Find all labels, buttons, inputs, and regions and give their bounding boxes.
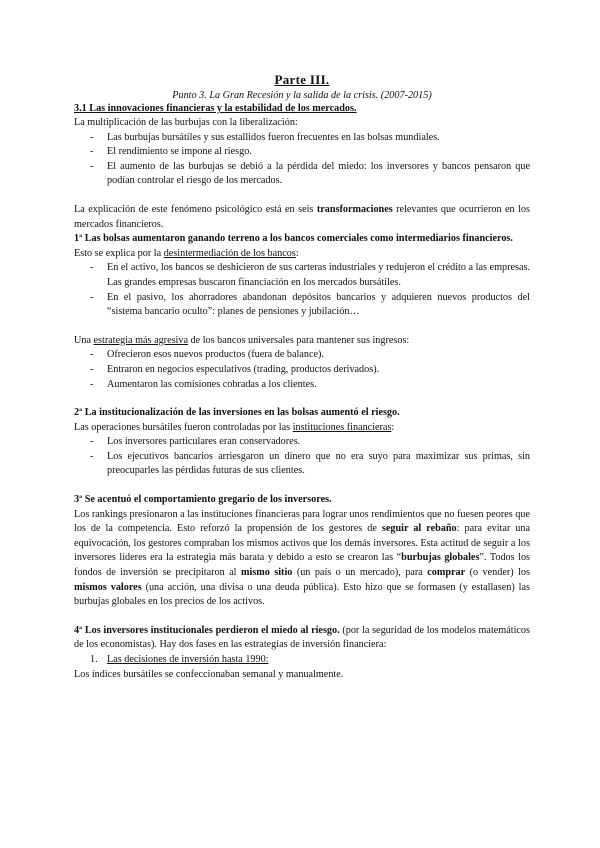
explanation-paragraph: La explicación de este fenómeno psicológico está en seis transformaciones relevantes que ocurrieron en los mercados financieros. [74, 203, 530, 230]
list-item: - En el activo, los bancos se deshicieron de sus carteras industriales y redujeron el crédito a las empresas. Las grandes empresas buscaron financiación en los mercados bursátiles. [74, 261, 530, 290]
point-3-paragraph: Los rankings presionaron a las instituciones financieras para lograr unos rendimientos que no fuesen peores que los de la competencia. Esto reforzó la propensión de los gestores de seguir al rebaño: para evitar una equivocación, los gestores compraban los mismos activos que los demás inversores. Esta actitud de seguir a los inversores líderes era la estrategia más barata y debido a esto se crearon las “burbujas globales”. Todos los fondos de inversión se precipitaron al mismo sitio (un país o un mercado), para comprar (o vender) los mismos valores (una acción, una divisa o una deuda pública). Esto hizo que se formasen (y estallasen) las burbujas globales en los precios de los activos. [74, 508, 531, 608]
list-item: - Entraron en negocios especulativos (trading, productos derivados). [74, 363, 530, 378]
point-1-heading: 1ª Las bolsas aumentaron ganando terreno a los bancos comerciales como intermediarios financieros. [74, 233, 513, 245]
list-item: - El aumento de las burbujas se debió a la pérdida del miedo: los inversores y bancos pensaron que podían controlar el riesgo de los mercados. [74, 160, 530, 189]
list-item: - Los inversores particulares eran conservadores. [74, 435, 530, 450]
point-4-paragraph: 4ª Los inversores institucionales perdieron el miedo al riesgo. (por la seguridad de los modelos matemáticos de los economistas). Hay dos fases en las estrategias de inversión financiera: [74, 624, 530, 651]
point-2-heading: 2ª La institucionalización de las inversiones en las bolsas aumentó el riesgo. [74, 407, 400, 419]
document-page [74, 72, 530, 682]
list-item: - Aumentaron las comisiones cobradas a los clientes. [74, 378, 530, 393]
page-subtitle: Punto 3. La Gran Recesión y la salida de la crisis. (2007-2015) [172, 90, 432, 101]
point-1-bullets [74, 261, 530, 319]
list-item: - Los ejecutivos bancarios arriesgaron un dinero que no era suyo para maximizar sus primas, sin preocuparles las pérdidas futuras de sus clientes. [74, 450, 530, 479]
list-item: - En el pasivo, los ahorradores abandonan depósitos bancarios y adquieren nuevos productos del “sistema bancario oculto”: planes de pensiones y jubilación… [74, 291, 530, 320]
section-1-bullets [74, 131, 530, 189]
list-item: 1. Las decisiones de inversión hasta 1990: [90, 654, 269, 665]
list-item: - El rendimiento se impone al riesgo. [74, 145, 530, 160]
strategy-bullets [74, 348, 530, 392]
point-4-numbered-list [74, 653, 530, 668]
section-1-intro: La multiplicación de las burbujas con la liberalización: [74, 117, 298, 128]
closing-line: Los índices bursátiles se confeccionaban semanal y manualmente. [74, 668, 344, 680]
point-1-intro: Esto se explica por la desintermediación de los bancos: [74, 247, 299, 259]
strategy-intro: Una estrategia más agresiva de los bancos universales para mantener sus ingresos: [74, 334, 410, 346]
point-3-heading: 3ª Se acentuó el comportamiento gregario de los inversores. [74, 494, 332, 506]
point-2-bullets [74, 435, 530, 479]
point-2-intro: Las operaciones bursátiles fueron controladas por las instituciones financieras: [74, 421, 395, 433]
list-item: - Ofrecieron esos nuevos productos (fuera de balance). [74, 348, 530, 363]
section-heading-3-1: 3.1 Las innovaciones financieras y la estabilidad de los mercados. [74, 103, 357, 114]
list-item: - Las burbujas bursátiles y sus estallidos fueron frecuentes en las bolsas mundiales. [74, 131, 530, 146]
page-title: Parte III. [274, 72, 330, 87]
